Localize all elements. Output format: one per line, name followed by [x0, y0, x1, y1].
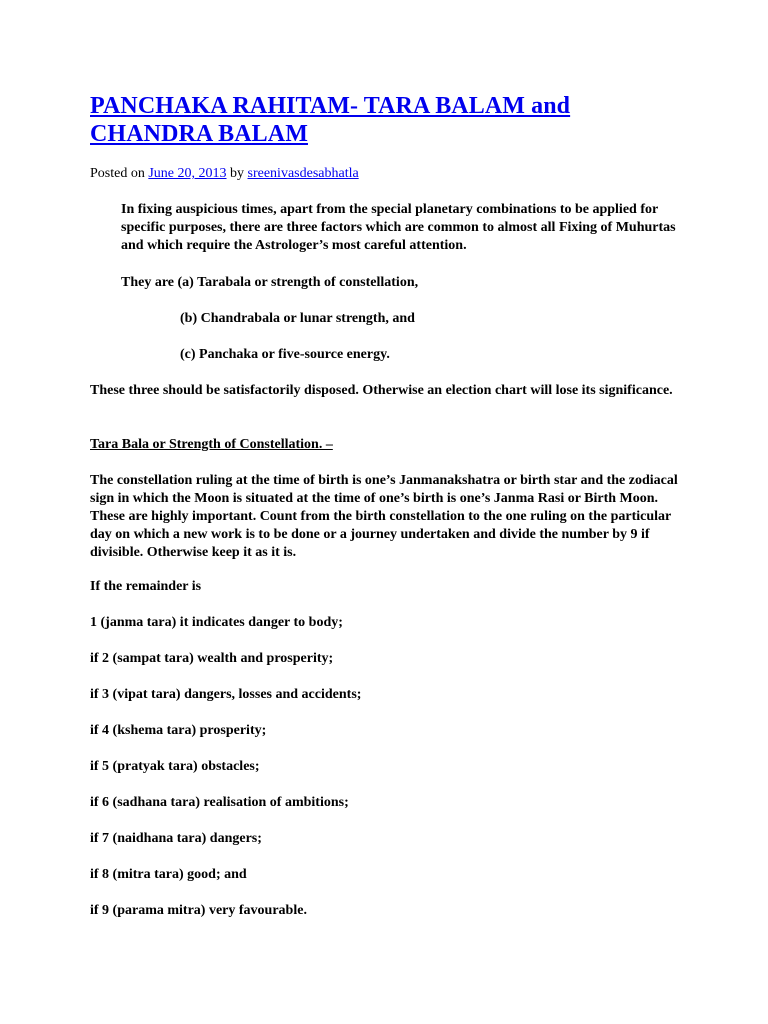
- remainder-item-4: if 4 (kshema tara) prosperity;: [90, 723, 267, 738]
- post-meta: [90, 165, 359, 183]
- remainder-item-8: if 8 (mitra tara) good; and: [90, 867, 247, 882]
- factor-c: (c) Panchaka or five-source energy.: [180, 347, 390, 362]
- post-title-link[interactable]: PANCHAKA RAHITAM- TARA BALAM and CHANDRA BALAM: [90, 93, 571, 147]
- constellation-paragraph: The constellation ruling at the time of birth is one’s Janmanakshatra or birth star and the zodiacal sign in which the Moon is situated at the time of one’s birth is one’s Janma Rasi or Birth Moon. These are highly important. Count from the birth constellation to the one ruling on the particular day on which a new work is to be done or a journey undertaken and divide the number by 9 if divisible. Otherwise keep it as it is.: [90, 473, 678, 560]
- disposition-paragraph: These three should be satisfactorily disposed. Otherwise an election chart will lose its significance.: [90, 383, 673, 398]
- remainder-item-9: if 9 (parama mitra) very favourable.: [90, 903, 307, 918]
- document-page: [90, 92, 690, 148]
- by-label: by: [230, 166, 245, 181]
- remainder-item-3: if 3 (vipat tara) dangers, losses and accidents;: [90, 687, 362, 702]
- posted-on-label: Posted on: [90, 166, 145, 181]
- remainder-item-6: if 6 (sadhana tara) realisation of ambitions;: [90, 795, 349, 810]
- intro-paragraph: In fixing auspicious times, apart from the special planetary combinations to be applied for specific purposes, there are three factors which are common to almost all Fixing of Muhurtas and which require the Astrologer’s most careful attention.: [121, 202, 676, 253]
- remainder-intro: If the remainder is: [90, 579, 202, 594]
- author-link[interactable]: sreenivasdesabhatla: [247, 166, 359, 181]
- remainder-item-1: 1 (janma tara) it indicates danger to body;: [90, 615, 343, 630]
- section-heading: Tara Bala or Strength of Constellation. –: [90, 437, 333, 452]
- remainder-item-2: if 2 (sampat tara) wealth and prosperity;: [90, 651, 334, 666]
- remainder-item-5: if 5 (pratyak tara) obstacles;: [90, 759, 260, 774]
- post-date-link[interactable]: June 20, 2013: [148, 166, 227, 181]
- factor-b: (b) Chandrabala or lunar strength, and: [180, 311, 415, 326]
- factor-a: They are (a) Tarabala or strength of constellation,: [121, 275, 419, 290]
- remainder-item-7: if 7 (naidhana tara) dangers;: [90, 831, 262, 846]
